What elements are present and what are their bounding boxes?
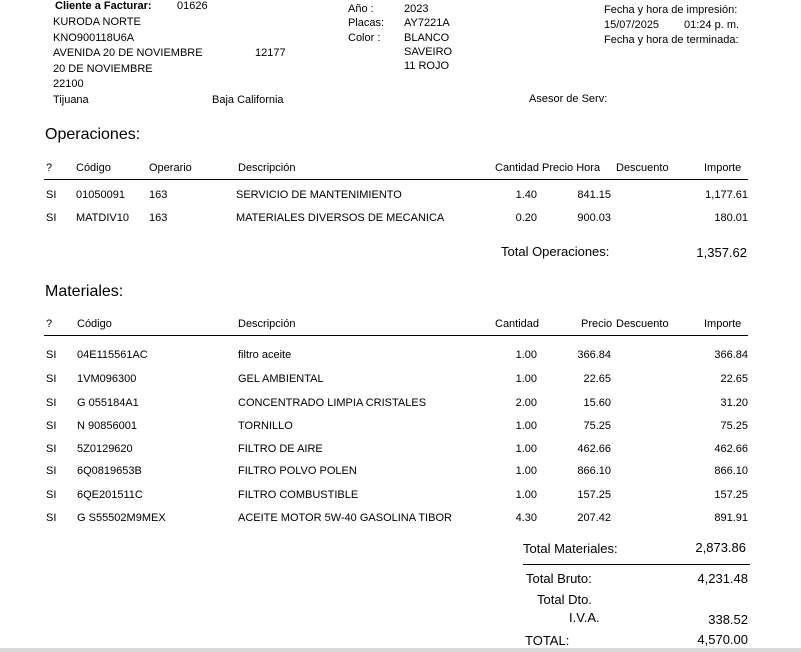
mat-cell-desc: FILTRO POLVO POLEN bbox=[238, 465, 357, 477]
mat-cell-flag: SI bbox=[46, 397, 57, 409]
client-label: Cliente a Facturar: bbox=[55, 0, 152, 12]
color-label: Color : bbox=[348, 32, 381, 44]
ops-total-label: Total Operaciones: bbox=[501, 244, 610, 259]
finish-date-label: Fecha y hora de terminada: bbox=[604, 34, 739, 46]
mat-cell-amount: 891.91 bbox=[714, 512, 748, 524]
gross-label: Total Bruto: bbox=[526, 571, 592, 586]
year-value: 2023 bbox=[404, 3, 429, 15]
mat-cell-code: N 90856001 bbox=[77, 420, 137, 432]
ops-header-price: Precio Hora bbox=[542, 162, 601, 174]
ops-total-value: 1,357.62 bbox=[696, 245, 747, 260]
mat-cell-price: 366.84 bbox=[577, 349, 611, 361]
client-address: AVENIDA 20 DE NOVIEMBRE bbox=[53, 47, 203, 59]
ops-cell-code: 01050091 bbox=[76, 189, 125, 201]
mat-cell-price: 866.10 bbox=[577, 465, 611, 477]
client-address-number: 12177 bbox=[255, 47, 286, 59]
mat-cell-amount: 22.65 bbox=[720, 373, 748, 385]
mat-cell-code: G 055184A1 bbox=[77, 397, 139, 409]
print-date-label: Fecha y hora de impresión: bbox=[604, 4, 738, 16]
ops-cell-price: 900.03 bbox=[577, 212, 611, 224]
mat-cell-code: 6Q0819653B bbox=[77, 465, 142, 477]
mat-cell-qty: 1.00 bbox=[515, 489, 537, 501]
print-date: 15/07/2025 bbox=[604, 19, 660, 31]
mat-cell-qty: 2.00 bbox=[515, 397, 537, 409]
mat-header-discount: Descuento bbox=[616, 318, 669, 330]
ops-cell-operator: 163 bbox=[149, 212, 168, 224]
mat-cell-price: 207.42 bbox=[577, 512, 611, 524]
vehicle-model: SAVEIRO bbox=[404, 46, 453, 58]
ops-cell-qty: 0.20 bbox=[515, 212, 537, 224]
mat-cell-flag: SI bbox=[46, 489, 57, 501]
ops-cell-desc: MATERIALES DIVERSOS DE MECANICA bbox=[236, 212, 445, 224]
mat-cell-amount: 31.20 bbox=[720, 397, 748, 409]
mat-cell-qty: 1.00 bbox=[515, 349, 537, 361]
ops-cell-flag: SI bbox=[46, 212, 57, 224]
mat-cell-amount: 366.84 bbox=[714, 349, 748, 361]
mat-cell-flag: SI bbox=[46, 420, 57, 432]
advisor-label: Asesor de Serv: bbox=[529, 93, 608, 105]
client-name: KURODA NORTE bbox=[53, 16, 141, 28]
grand-total-label: TOTAL: bbox=[525, 633, 570, 648]
mat-cell-code: 04E115561AC bbox=[77, 349, 148, 361]
client-rfc: KNO900118U6A bbox=[53, 32, 135, 44]
mat-cell-desc: GEL AMBIENTAL bbox=[238, 373, 324, 385]
ops-header-rule bbox=[44, 179, 748, 180]
mat-cell-price: 75.25 bbox=[583, 420, 611, 432]
mat-total-value: 2,873.86 bbox=[695, 540, 746, 555]
ops-header-code: Código bbox=[76, 162, 111, 174]
mat-cell-qty: 1.00 bbox=[515, 373, 537, 385]
mat-cell-qty: 1.00 bbox=[515, 420, 537, 432]
mat-cell-desc: FILTRO DE AIRE bbox=[238, 443, 323, 455]
mat-cell-amount: 462.66 bbox=[714, 443, 748, 455]
mat-cell-flag: SI bbox=[46, 349, 57, 361]
plates-value: AY7221A bbox=[404, 17, 450, 29]
mat-cell-qty: 1.00 bbox=[515, 465, 537, 477]
mat-cell-desc: ACEITE MOTOR 5W-40 GASOLINA TIBOR bbox=[238, 512, 452, 524]
mat-header-code: Código bbox=[77, 318, 112, 330]
grand-total-value: 4,570.00 bbox=[697, 632, 748, 647]
mat-cell-code: 1VM096300 bbox=[77, 373, 137, 385]
client-zip: 22100 bbox=[53, 78, 84, 90]
mat-cell-flag: SI bbox=[46, 443, 57, 455]
plates-label: Placas: bbox=[348, 17, 385, 29]
ops-cell-qty: 1.40 bbox=[515, 189, 537, 201]
ops-cell-amount: 180.01 bbox=[714, 212, 748, 224]
vat-value: 338.52 bbox=[708, 612, 748, 627]
client-number: 01626 bbox=[177, 0, 208, 12]
mat-header-amount: Importe bbox=[704, 318, 742, 330]
mat-header-desc: Descripción bbox=[238, 318, 296, 330]
print-time: 01:24 p. m. bbox=[684, 19, 740, 31]
discount-total-label: Total Dto. bbox=[537, 592, 592, 607]
ops-header-desc: Descripción bbox=[238, 162, 296, 174]
mat-cell-code: 6QE201511C bbox=[77, 489, 143, 501]
mat-cell-price: 22.65 bbox=[583, 373, 611, 385]
ops-cell-code: MATDIV10 bbox=[76, 212, 129, 224]
mat-header-rule bbox=[44, 335, 748, 336]
ops-cell-price: 841.15 bbox=[577, 189, 611, 201]
mat-cell-desc: CONCENTRADO LIMPIA CRISTALES bbox=[238, 397, 427, 409]
client-colony: 20 DE NOVIEMBRE bbox=[53, 63, 153, 75]
operations-title: Operaciones: bbox=[45, 126, 141, 143]
materials-title: Materiales: bbox=[45, 283, 124, 300]
mat-cell-flag: SI bbox=[46, 465, 57, 477]
totals-rule bbox=[523, 564, 750, 565]
ops-cell-desc: SERVICIO DE MANTENIMIENTO bbox=[236, 189, 402, 201]
vat-label: I.V.A. bbox=[569, 610, 600, 625]
ops-header-operator: Operario bbox=[149, 162, 192, 174]
mat-cell-amount: 75.25 bbox=[720, 420, 748, 432]
mat-cell-code: 5Z0129620 bbox=[77, 443, 133, 455]
mat-cell-amount: 866.10 bbox=[714, 465, 748, 477]
gross-value: 4,231.48 bbox=[697, 571, 748, 586]
client-state: Baja California bbox=[212, 94, 284, 106]
mat-cell-desc: filtro aceite bbox=[238, 349, 292, 361]
mat-cell-desc: FILTRO COMBUSTIBLE bbox=[238, 489, 359, 501]
ops-header-flag: ? bbox=[46, 162, 53, 174]
mat-cell-amount: 157.25 bbox=[714, 489, 748, 501]
mat-cell-qty: 4.30 bbox=[515, 512, 537, 524]
year-label: Año : bbox=[348, 3, 374, 15]
mat-cell-flag: SI bbox=[46, 373, 57, 385]
mat-cell-price: 15.60 bbox=[583, 397, 611, 409]
mat-cell-code: G S55502M9MEX bbox=[77, 512, 166, 524]
ops-cell-amount: 1,177.61 bbox=[705, 189, 748, 201]
mat-total-label: Total Materiales: bbox=[523, 541, 618, 556]
mat-cell-qty: 1.00 bbox=[515, 443, 537, 455]
mat-header-qty: Cantidad bbox=[495, 318, 540, 330]
mat-header-flag: ? bbox=[46, 318, 53, 330]
ops-header-qty: Cantidad bbox=[495, 162, 540, 174]
ops-header-amount: Importe bbox=[704, 162, 742, 174]
mat-cell-flag: SI bbox=[46, 512, 57, 524]
mat-cell-desc: TORNILLO bbox=[238, 420, 293, 432]
mat-cell-price: 157.25 bbox=[577, 489, 611, 501]
ops-header-discount: Descuento bbox=[616, 162, 669, 174]
client-city: Tijuana bbox=[53, 94, 89, 106]
ops-cell-operator: 163 bbox=[149, 189, 168, 201]
mat-cell-price: 462.66 bbox=[577, 443, 611, 455]
color-code: 11 ROJO bbox=[404, 60, 450, 72]
color-value: BLANCO bbox=[404, 32, 450, 44]
bottom-scrollbar[interactable] bbox=[0, 648, 801, 652]
mat-header-price: Precio bbox=[581, 318, 613, 330]
ops-cell-flag: SI bbox=[46, 189, 57, 201]
